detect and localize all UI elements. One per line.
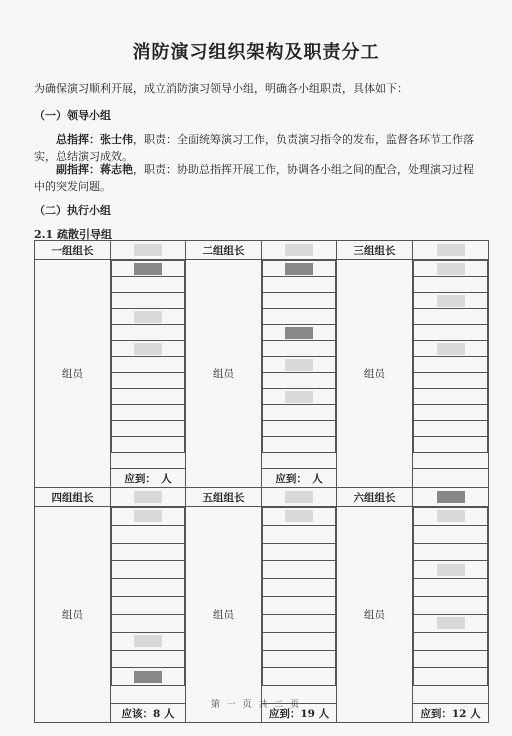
redacted-name (437, 244, 465, 256)
members-label: 组员 (337, 507, 413, 723)
evacuation-subheading: 2.1 疏散引导组 (34, 228, 112, 241)
redacted-name (285, 244, 313, 256)
intro-paragraph: 为确保演习顺利开展，成立消防演习领导小组，明确各小组职责，具体如下： (34, 82, 408, 95)
leader-duty: ，职责：协助总指挥开展工作，协调各小组之间的配合，处理演习过程中的突发问题。 (34, 163, 474, 193)
evacuation-group-table (34, 240, 489, 723)
leader-duty: ，职责：全面统筹演习工作，负责演习指令的发布，监督各环节工作落实，总结演习成效。 (34, 133, 474, 163)
group-leader-label: 六组组长 (337, 488, 413, 507)
execution-heading: （二）执行小组 (34, 204, 111, 217)
members-label: 组员 (35, 507, 111, 723)
leader-deputy (34, 161, 474, 195)
member-list (262, 507, 337, 704)
group-leader-name (413, 241, 489, 260)
page-footer: 第 一 页 共 二 页 (210, 700, 302, 710)
members-label: 组员 (186, 260, 262, 488)
group-leader-name (413, 488, 489, 507)
leadership-heading: （一）领导小组 (34, 109, 111, 122)
group-leader-name (111, 488, 186, 507)
group-leader-name (262, 488, 337, 507)
redacted-name (437, 491, 465, 503)
member-list (413, 507, 489, 704)
leader-role: 总指挥：张士伟 (56, 133, 133, 146)
expected-count (413, 469, 489, 488)
leader-role: 副指挥：蒋志艳 (56, 163, 133, 176)
group-leader-name (111, 241, 186, 260)
group-leader-label: 五组组长 (186, 488, 262, 507)
redacted-name (285, 491, 313, 503)
expected-count: 应到： 人 (262, 469, 337, 488)
group-leader-name (262, 241, 337, 260)
member-list (111, 260, 186, 469)
members-label: 组员 (35, 260, 111, 488)
expected-count: 应到：12 人 (413, 704, 489, 723)
members-label: 组员 (337, 260, 413, 488)
group-leader-label: 三组组长 (337, 241, 413, 260)
member-list (262, 260, 337, 469)
leader-commander (34, 131, 474, 165)
page-title: 消防演习组织架构及职责分工 (132, 42, 380, 63)
expected-count: 应到：19 人 (262, 704, 337, 723)
group-leader-label: 一组组长 (35, 241, 111, 260)
redacted-name (134, 491, 162, 503)
expected-count: 应到： 人 (111, 469, 186, 488)
group-leader-label: 二组组长 (186, 241, 262, 260)
group-leader-label: 四组组长 (35, 488, 111, 507)
expected-count: 应该：8 人 (111, 704, 186, 723)
member-list (111, 507, 186, 704)
member-list (413, 260, 489, 469)
members-label: 组员 (186, 507, 262, 723)
redacted-name (134, 244, 162, 256)
